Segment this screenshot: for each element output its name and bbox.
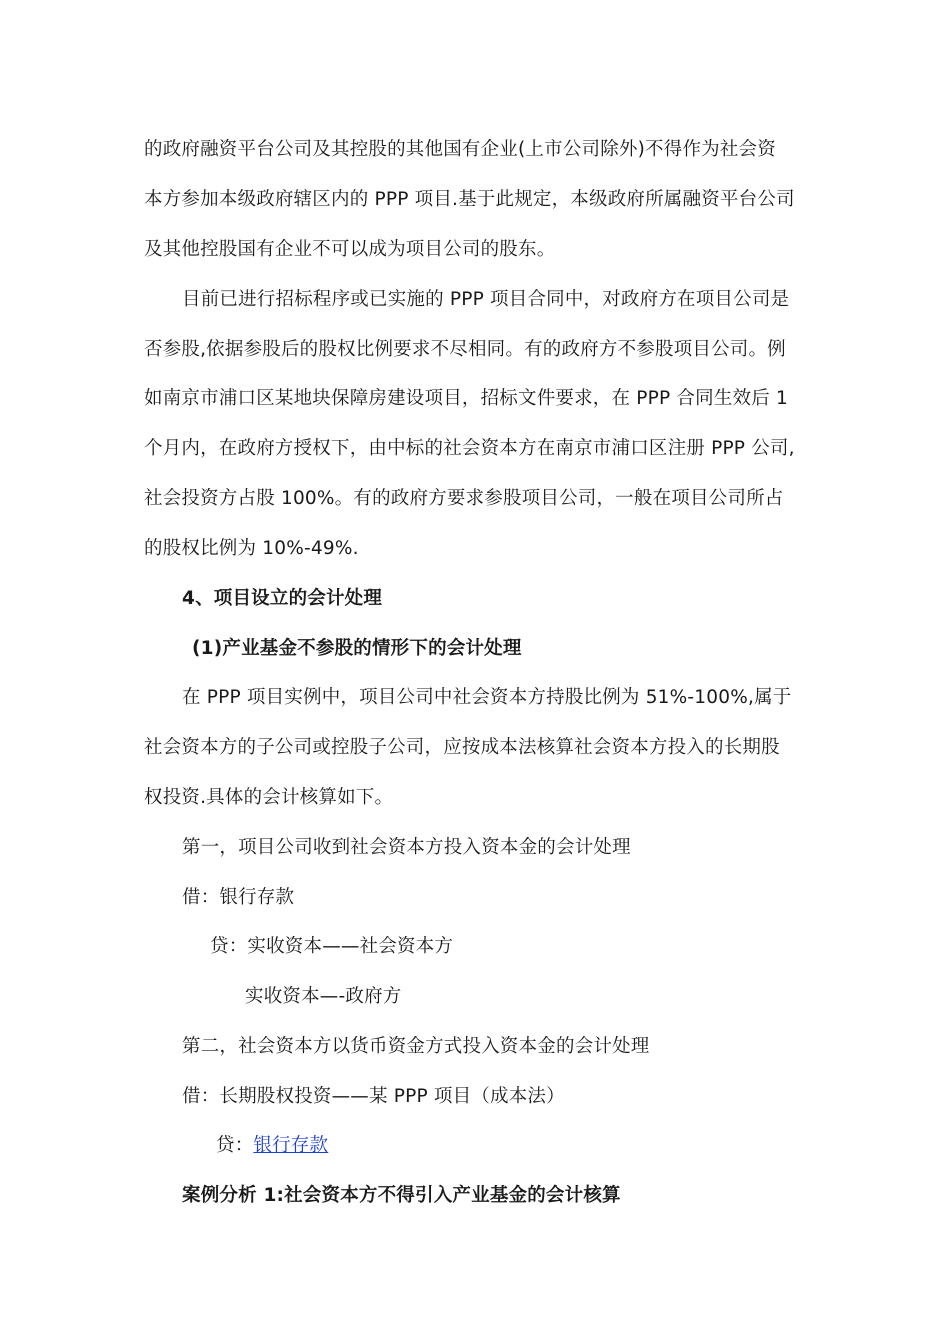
paragraph-line: 的股权比例为 10%-49%.	[144, 538, 359, 559]
case-heading: 案例分析 1:社会资本方不得引入产业基金的会计核算	[182, 1185, 621, 1206]
paragraph-line: 目前已进行招标程序或已实施的 PPP 项目合同中，对政府方在项目公司是	[182, 289, 790, 310]
paragraph-line: 如南京市浦口区某地块保障房建设项目，招标文件要求，在 PPP 合同生效后 1	[144, 388, 788, 409]
paragraph-line: 第二，社会资本方以货币资金方式投入资本金的会计处理	[182, 1036, 650, 1057]
journal-entry-debit: 借：银行存款	[182, 887, 295, 908]
paragraph-line: 否参股,依据参股后的股权比例要求不尽相同。有的政府方不参股项目公司。例	[144, 339, 786, 360]
paragraph-line: 在 PPP 项目实例中，项目公司中社会资本方持股比例为 51%-100%,属于	[182, 687, 792, 708]
paragraph-line: 社会资本方的子公司或控股子公司，应按成本法核算社会资本方投入的长期股	[144, 737, 780, 758]
paragraph-line: 第一，项目公司收到社会资本方投入资本金的会计处理	[182, 837, 631, 858]
section-heading: 4、项目设立的会计处理	[182, 588, 383, 609]
paragraph-line: 及其他控股国有企业不可以成为项目公司的股东。	[144, 239, 556, 260]
bank-deposit-link[interactable]: 银行存款	[253, 1135, 329, 1156]
paragraph-line: 的政府融资平台公司及其控股的其他国有企业(上市公司除外)不得作为社会资	[144, 139, 776, 160]
journal-entry-debit: 借：长期股权投资——某 PPP 项目（成本法）	[182, 1086, 565, 1107]
journal-entry-credit: 贷：实收资本——社会资本方	[210, 936, 454, 957]
paragraph-line: 社会投资方占股 100%。有的政府方要求参股项目公司，一般在项目公司所占	[144, 488, 784, 509]
credit-label: 贷：	[216, 1135, 254, 1156]
paragraph-line: 个月内，在政府方授权下，由中标的社会资本方在南京市浦口区注册 PPP 公司,	[144, 438, 795, 459]
journal-entry-credit: 实收资本—-政府方	[245, 986, 402, 1007]
subsection-heading: (1)产业基金不参股的情形下的会计处理	[192, 638, 522, 659]
paragraph-line: 本方参加本级政府辖区内的 PPP 项目.基于此规定，本级政府所属融资平台公司	[144, 189, 795, 210]
paragraph-line: 权投资.具体的会计核算如下。	[144, 787, 394, 808]
journal-entry-credit	[216, 1133, 328, 1159]
